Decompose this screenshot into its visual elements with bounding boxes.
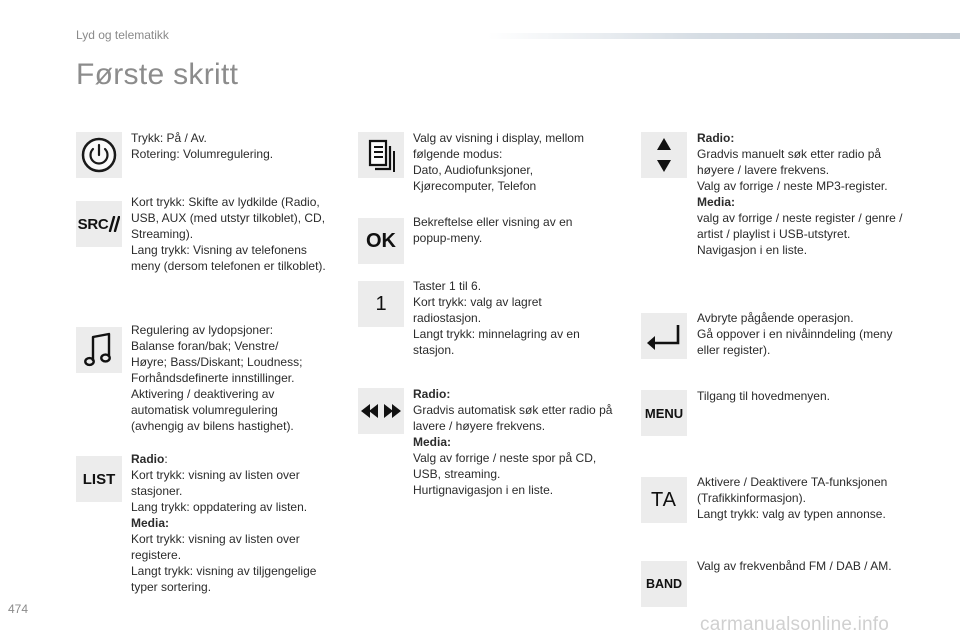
description-line: følgende modus: bbox=[413, 147, 503, 161]
menu-icon: MENU bbox=[644, 405, 684, 421]
description-line: Kort trykk: Skifte av lydkilde (Radio, bbox=[131, 195, 320, 209]
description-line: Trykk: På / Av. bbox=[131, 131, 207, 145]
description-line: Regulering av lydopsjoner: bbox=[131, 323, 274, 337]
description-line: stasjon. bbox=[413, 343, 455, 357]
description-line: artist / playlist i USB-utstyret. bbox=[697, 227, 851, 241]
description-line: Høyre; Bass/Diskant; Loudness; bbox=[131, 355, 303, 369]
keys-description bbox=[413, 278, 580, 358]
description-line: Valg av visning i display, mellom bbox=[413, 131, 584, 145]
description-line: Navigasjon i en liste. bbox=[697, 243, 808, 257]
description-line: høyere / lavere frekvens. bbox=[697, 163, 830, 177]
description-line: popup-meny. bbox=[413, 231, 483, 245]
audio-description bbox=[131, 322, 302, 434]
source-phone-icon: SRC bbox=[78, 216, 121, 233]
back-button-icon-box bbox=[641, 313, 687, 359]
description-line: Gå oppover i en nivåinndeling (meny bbox=[697, 327, 893, 341]
description-line: Avbryte pågående operasjon. bbox=[697, 311, 854, 325]
band-button-icon-box bbox=[641, 561, 687, 607]
description-line: Forhåndsdefinerte innstillinger. bbox=[131, 371, 295, 385]
page-title: Første skritt bbox=[76, 58, 239, 91]
description-line: Lang trykk: Visning av telefonens bbox=[131, 243, 307, 257]
seek-description bbox=[413, 386, 612, 498]
description-line: Streaming). bbox=[131, 227, 194, 241]
phone-handset-icon bbox=[108, 216, 120, 232]
description-line: (avhengig av bilens hastighet). bbox=[131, 419, 294, 433]
menu-button-icon-box bbox=[641, 390, 687, 436]
radio-colon: : bbox=[164, 452, 168, 466]
up-down-arrows-icon bbox=[654, 136, 674, 174]
description-line: registere. bbox=[131, 548, 182, 562]
description-line: lavere / høyere frekvens. bbox=[413, 419, 546, 433]
description-line: Bekreftelse eller visning av en bbox=[413, 215, 573, 229]
up-down-button-icon-box bbox=[641, 132, 687, 178]
menu-description bbox=[697, 388, 830, 404]
media-label: Media: bbox=[413, 435, 452, 449]
source-description bbox=[131, 194, 326, 274]
description-line: Lang trykk: oppdatering av listen. bbox=[131, 500, 308, 514]
display-mode-description bbox=[413, 130, 584, 194]
description-line: Kort trykk: visning av listen over bbox=[131, 532, 300, 546]
description-line: Langt trykk: valg av typen annonse. bbox=[697, 507, 886, 521]
music-note-icon bbox=[82, 331, 116, 369]
description-line: Tilgang til hovedmenyen. bbox=[697, 389, 830, 403]
description-line: Hurtignavigasjon i en liste. bbox=[413, 483, 554, 497]
display-mode-icon bbox=[366, 137, 396, 173]
description-line: Langt trykk: visning av tiljgengelige bbox=[131, 564, 317, 578]
description-line: (Trafikkinformasjon). bbox=[697, 491, 806, 505]
description-line: Aktivere / Deaktivere TA-funksjonen bbox=[697, 475, 888, 489]
description-line: Taster 1 til 6. bbox=[413, 279, 482, 293]
ta-icon: TA bbox=[650, 488, 678, 511]
description-line bbox=[131, 451, 316, 467]
description-line: stasjoner. bbox=[131, 484, 183, 498]
ta-description bbox=[697, 474, 887, 522]
media-label: Media: bbox=[131, 516, 170, 530]
description-line: Valg av forrige / neste MP3-register. bbox=[697, 179, 888, 193]
list-button-icon-box bbox=[76, 456, 122, 502]
power-description bbox=[131, 130, 273, 162]
ok-description bbox=[413, 214, 572, 246]
ok-button-icon-box bbox=[358, 218, 404, 264]
description-line: radiostasjon. bbox=[413, 311, 482, 325]
list-description bbox=[131, 451, 316, 595]
power-button-icon-box bbox=[76, 132, 122, 178]
radio-label: Radio: bbox=[413, 387, 451, 401]
section-header: Lyd og telematikk bbox=[76, 28, 169, 42]
back-description bbox=[697, 310, 892, 358]
power-icon bbox=[79, 135, 119, 175]
description-line: Valg av forrige / neste spor på CD, bbox=[413, 451, 597, 465]
number-key-icon: 1 bbox=[375, 292, 387, 315]
description-line: automatisk volumregulering bbox=[131, 403, 278, 417]
list-icon: LIST bbox=[82, 470, 116, 488]
description-line: meny (dersom telefonen er tilkoblet). bbox=[131, 259, 326, 273]
audio-settings-icon-box bbox=[76, 327, 122, 373]
description-line: Gradvis manuelt søk etter radio på bbox=[697, 147, 882, 161]
description-line: Rotering: Volumregulering. bbox=[131, 147, 274, 161]
description-line: USB, AUX (med utstyr tilkoblet), CD, bbox=[131, 211, 326, 225]
description-line: valg av forrige / neste register / genre / bbox=[697, 211, 903, 225]
description-line: USB, streaming. bbox=[413, 467, 501, 481]
description-line: Langt trykk: minnelagring av en bbox=[413, 327, 580, 341]
display-mode-icon-box bbox=[358, 132, 404, 178]
seek-button-icon-box bbox=[358, 388, 404, 434]
source-button-icon-box bbox=[76, 201, 122, 247]
description-line: Kjørecomputer, Telefon bbox=[413, 179, 537, 193]
band-icon: BAND bbox=[645, 577, 683, 591]
band-description bbox=[697, 558, 892, 574]
description-line: Valg av frekvenbånd FM / DAB / AM. bbox=[697, 559, 892, 573]
header-rule bbox=[488, 33, 960, 39]
description-line: typer sortering. bbox=[131, 580, 212, 594]
radio-label: Radio: bbox=[697, 131, 735, 145]
page-number: 474 bbox=[8, 602, 29, 616]
up-down-description bbox=[697, 130, 902, 258]
description-line: Kort trykk: visning av listen over bbox=[131, 468, 300, 482]
back-return-icon bbox=[645, 322, 683, 350]
description-line: Balanse foran/bak; Venstre/ bbox=[131, 339, 279, 353]
seek-arrows-icon bbox=[360, 402, 402, 420]
media-label: Media: bbox=[697, 195, 736, 209]
ok-icon: OK bbox=[366, 229, 396, 252]
description-line: Aktivering / deaktivering av bbox=[131, 387, 275, 401]
radio-label: Radio bbox=[131, 452, 165, 466]
description-line: Gradvis automatisk søk etter radio på bbox=[413, 403, 613, 417]
description-line: eller register). bbox=[697, 343, 771, 357]
watermark: carmanualsonline.info bbox=[700, 614, 890, 635]
number-key-icon-box bbox=[358, 281, 404, 327]
description-line: Dato, Audiofunksjoner, bbox=[413, 163, 534, 177]
description-line: Kort trykk: valg av lagret bbox=[413, 295, 542, 309]
ta-button-icon-box bbox=[641, 477, 687, 523]
